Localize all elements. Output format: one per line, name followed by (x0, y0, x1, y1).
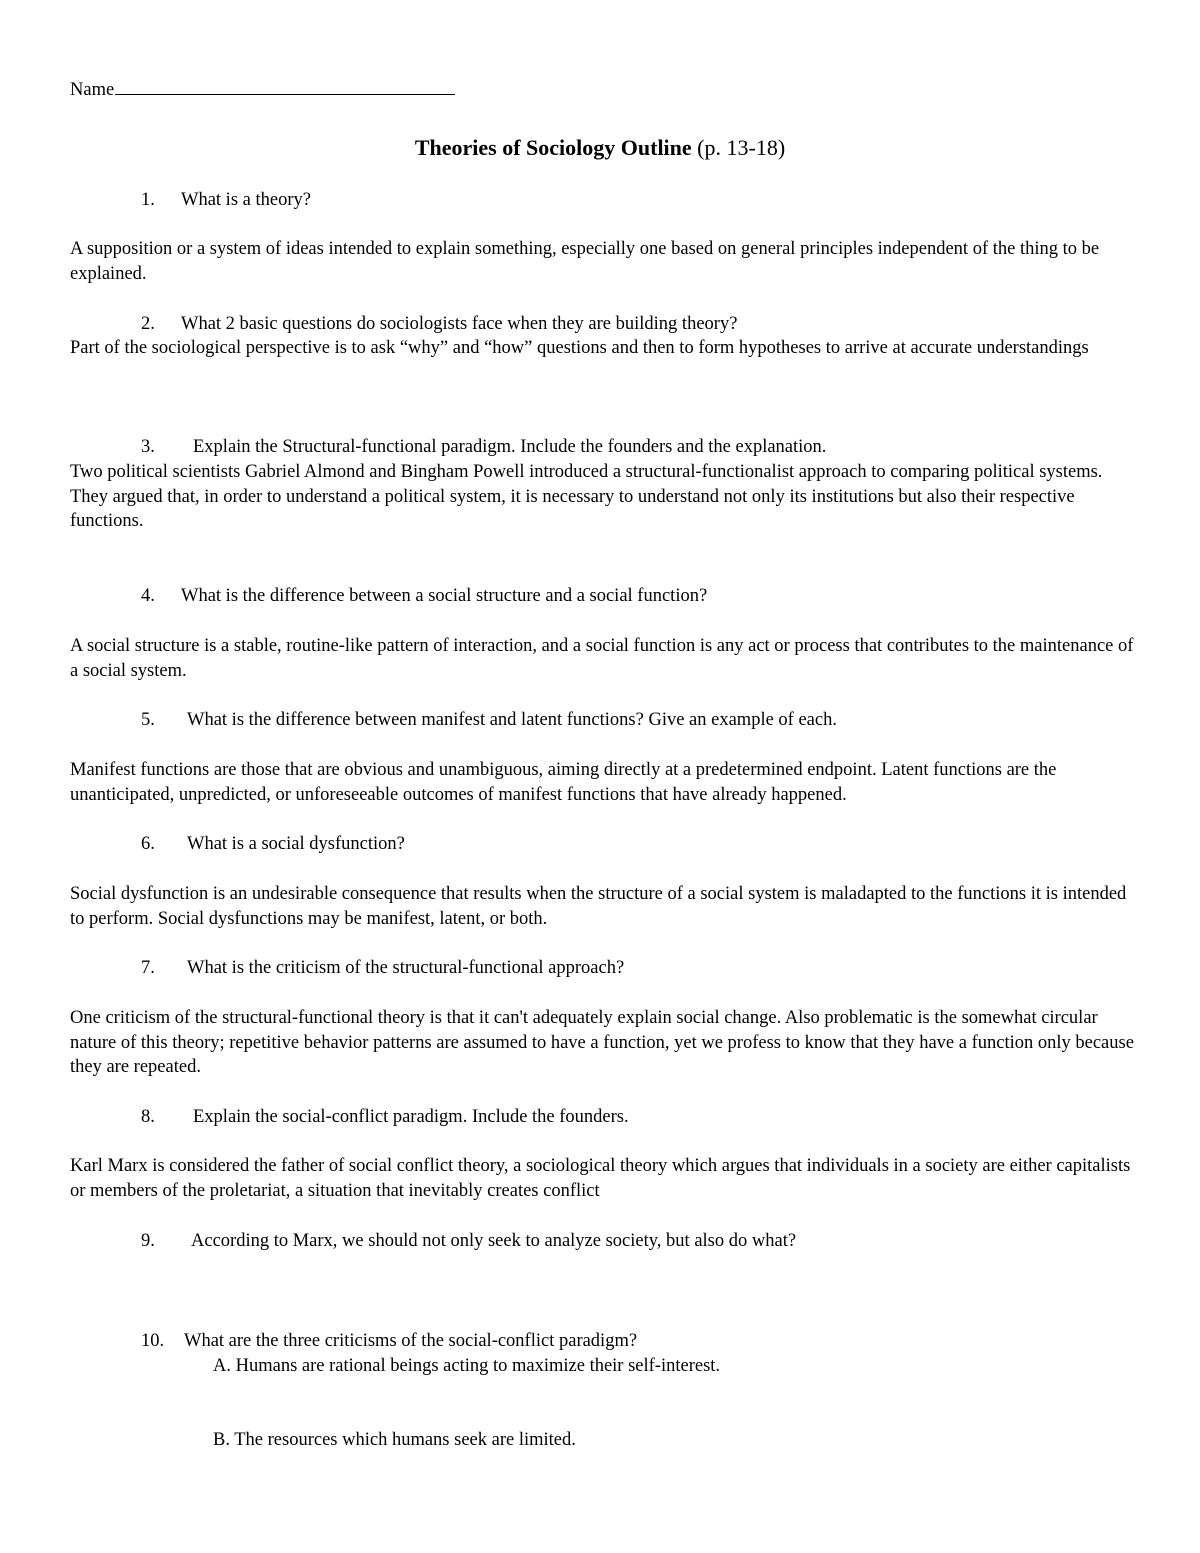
question-text: What is the difference between manifest and latent functions? Give an example of each. (187, 710, 837, 730)
criticism-item-a: A. Humans are rational beings acting to maximize their self-interest. (213, 1356, 721, 1376)
name-label: Name (70, 80, 115, 100)
name-field (70, 74, 455, 100)
question-text: What 2 basic questions do sociologists face when they are building theory? (181, 314, 738, 334)
question-number: 5. (141, 710, 155, 730)
question-number: 1. (141, 190, 155, 210)
question-text: Explain the social-conflict paradigm. Include the founders. (193, 1107, 629, 1127)
answer-text: Manifest functions are those that are obvious and unambiguous, aiming directly at a predetermined endpoint. Latent functions are the unanticipated, unpredicted, or unforeseeable outcomes of manifest functions that have already happened. (70, 760, 1057, 805)
answer-text: Karl Marx is considered the father of social conflict theory, a sociological theory which argues that individuals in a society are either capitalists or members of the proletariat, a situation that inevitably creates conflict (70, 1156, 1131, 1201)
question-text: What is a theory? (181, 190, 311, 210)
name-blank-line[interactable] (115, 74, 455, 95)
question-text: Explain the Structural-functional paradigm. Include the founders and the explanation. (193, 437, 827, 457)
answer-text: One criticism of the structural-functional theory is that it can't adequately explain social change. Also problematic is the somewhat circular nature of this theory; repetitive behavior patterns are assumed to have a function, yet we profess to know that they have a function only because they are repeated. (70, 1008, 1134, 1077)
answer-text: Two political scientists Gabriel Almond and Bingham Powell introduced a structural-functionalist approach to comparing political systems. They argued that, in order to understand a political system, it is necessary to understand not only its institutions but also their respective functions. (70, 462, 1103, 531)
question-number: 4. (141, 586, 155, 606)
question-text: According to Marx, we should not only seek to analyze society, but also do what? (191, 1231, 797, 1251)
question-text: What is the difference between a social structure and a social function? (181, 586, 708, 606)
question-number: 9. (141, 1231, 155, 1251)
question-number: 8. (141, 1107, 155, 1127)
question-text: What are the three criticisms of the social-conflict paradigm? (184, 1331, 638, 1351)
criticism-item-b: B. The resources which humans seek are limited. (213, 1430, 576, 1450)
answer-text: A supposition or a system of ideas intended to explain something, especially one based on general principles independent of the thing to be explained. (70, 239, 1100, 284)
question-number: 10. (141, 1331, 165, 1351)
answer-text: Social dysfunction is an undesirable consequence that results when the structure of a social system is maladapted to the functions it is intended to perform. Social dysfunctions may be manifest, latent, or both. (70, 884, 1127, 929)
question-number: 6. (141, 834, 155, 854)
page-title (0, 134, 1200, 162)
title-text: Theories of Sociology Outline (414, 135, 692, 160)
title-pages: (p. 13-18) (691, 135, 786, 160)
question-number: 3. (141, 437, 155, 457)
question-number: 7. (141, 958, 155, 978)
question-text: What is a social dysfunction? (187, 834, 405, 854)
answer-text: Part of the sociological perspective is to ask “why” and “how” questions and then to form hypotheses to arrive at accurate understandings (70, 338, 1089, 358)
question-text: What is the criticism of the structural-functional approach? (187, 958, 625, 978)
question-number: 2. (141, 314, 155, 334)
answer-text: A social structure is a stable, routine-like pattern of interaction, and a social function is any act or process that contributes to the maintenance of a social system. (70, 636, 1134, 681)
